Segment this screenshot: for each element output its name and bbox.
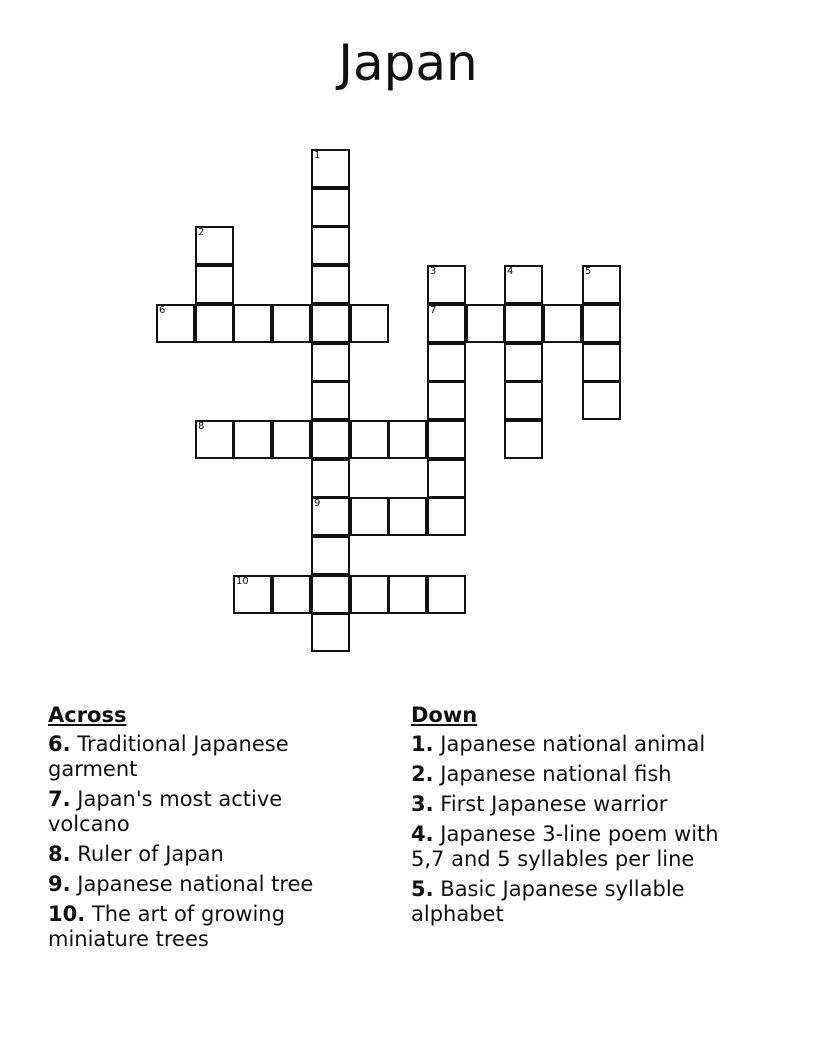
crossword-cell[interactable]	[311, 497, 350, 536]
crossword-cell[interactable]	[504, 343, 543, 382]
cell-number: 6	[159, 305, 166, 316]
crossword-cell[interactable]	[311, 343, 350, 382]
crossword-cell[interactable]	[543, 304, 582, 343]
crossword-cell[interactable]	[427, 265, 466, 304]
crossword-cell[interactable]	[388, 420, 427, 459]
crossword-cell[interactable]	[427, 420, 466, 459]
crossword-cell[interactable]	[233, 304, 272, 343]
across-clue	[48, 872, 348, 897]
clue-number: 6.	[48, 732, 71, 756]
crossword-cell[interactable]	[311, 536, 350, 575]
crossword-cell[interactable]	[350, 575, 389, 614]
crossword-cell[interactable]	[272, 304, 311, 343]
crossword-cell[interactable]	[156, 304, 195, 343]
crossword-cell[interactable]	[427, 575, 466, 614]
clue-text: Basic Japanese syllable alphabet	[411, 877, 685, 926]
clue-number: 4.	[411, 822, 434, 846]
crossword-cell[interactable]	[311, 149, 350, 188]
crossword-cell[interactable]	[311, 304, 350, 343]
clue-number: 9.	[48, 872, 71, 896]
cell-number: 3	[430, 266, 437, 277]
crossword-cell[interactable]	[388, 497, 427, 536]
crossword-cell[interactable]	[195, 265, 234, 304]
crossword-cell[interactable]	[311, 613, 350, 652]
clue-number: 8.	[48, 842, 71, 866]
down-clue	[411, 822, 751, 872]
crossword-cell[interactable]	[233, 575, 272, 614]
clue-number: 10.	[48, 902, 86, 926]
down-heading: Down	[411, 703, 478, 727]
across-clue	[48, 787, 348, 837]
crossword-cell[interactable]	[504, 420, 543, 459]
crossword-cell[interactable]	[582, 343, 621, 382]
across-heading: Across	[48, 703, 127, 727]
clue-number: 1.	[411, 732, 434, 756]
down-clue	[411, 792, 751, 817]
cell-number: 1	[314, 150, 321, 161]
clue-text: Japanese 3-line poem with 5,7 and 5 syllables per line	[411, 822, 719, 871]
across-clue	[48, 902, 348, 952]
clue-number: 2.	[411, 762, 434, 786]
crossword-cell[interactable]	[311, 381, 350, 420]
crossword-cell[interactable]	[311, 459, 350, 498]
crossword-cell[interactable]	[427, 497, 466, 536]
crossword-cell[interactable]	[504, 304, 543, 343]
crossword-cell[interactable]	[195, 420, 234, 459]
crossword-cell[interactable]	[195, 304, 234, 343]
down-clue	[411, 732, 751, 757]
crossword-cell[interactable]	[311, 420, 350, 459]
crossword-cell[interactable]	[427, 304, 466, 343]
down-clues	[411, 702, 751, 932]
clue-text: Japanese national tree	[77, 872, 314, 896]
crossword-cell[interactable]	[233, 420, 272, 459]
cell-number: 4	[507, 266, 514, 277]
clue-number: 3.	[411, 792, 434, 816]
across-clue	[48, 732, 348, 782]
cell-number: 10	[236, 576, 249, 587]
crossword-cell[interactable]	[311, 265, 350, 304]
clue-text: Traditional Japanese garment	[48, 732, 289, 781]
crossword-cell[interactable]	[504, 265, 543, 304]
clue-text: Japanese national animal	[440, 732, 706, 756]
clue-text: Japanese national fish	[440, 762, 672, 786]
clue-text: Japan's most active volcano	[48, 787, 283, 836]
down-clue	[411, 762, 751, 787]
crossword-cell[interactable]	[350, 420, 389, 459]
crossword-cell[interactable]	[311, 226, 350, 265]
crossword-cell[interactable]	[582, 381, 621, 420]
crossword-cell[interactable]	[466, 304, 505, 343]
crossword-cell[interactable]	[504, 381, 543, 420]
clue-text: The art of growing miniature trees	[48, 902, 285, 951]
page-title: Japan	[338, 34, 478, 92]
cell-number: 8	[198, 421, 205, 432]
cell-number: 7	[430, 305, 437, 316]
crossword-cell[interactable]	[195, 226, 234, 265]
cell-number: 9	[314, 498, 321, 509]
crossword-cell[interactable]	[350, 497, 389, 536]
crossword-cell[interactable]	[427, 343, 466, 382]
clue-text: First Japanese warrior	[440, 792, 668, 816]
clue-text: Ruler of Japan	[77, 842, 224, 866]
crossword-cell[interactable]	[427, 459, 466, 498]
cell-number: 5	[585, 266, 592, 277]
crossword-cell[interactable]	[272, 575, 311, 614]
down-clue	[411, 877, 751, 927]
clue-number: 7.	[48, 787, 71, 811]
crossword-cell[interactable]	[311, 575, 350, 614]
crossword-cell[interactable]	[388, 575, 427, 614]
crossword-cell[interactable]	[311, 188, 350, 227]
crossword-cell[interactable]	[350, 304, 389, 343]
crossword-cell[interactable]	[582, 304, 621, 343]
crossword-cell[interactable]	[582, 265, 621, 304]
crossword-cell[interactable]	[272, 420, 311, 459]
clue-number: 5.	[411, 877, 434, 901]
across-clues	[48, 702, 348, 957]
crossword-cell[interactable]	[427, 381, 466, 420]
cell-number: 2	[198, 227, 205, 238]
across-clue	[48, 842, 348, 867]
